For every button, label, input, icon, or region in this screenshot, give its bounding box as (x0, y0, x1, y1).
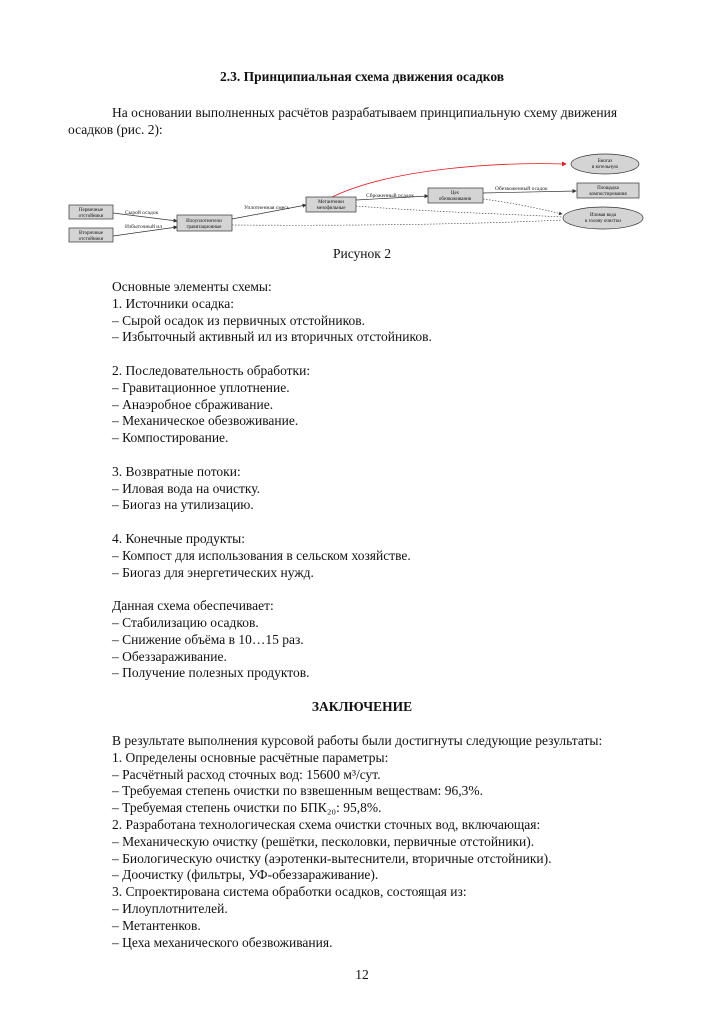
svg-text:гравитационные: гравитационные (186, 225, 222, 230)
elements-line: 4. Конечные продукты: (112, 530, 245, 546)
edge-dewatered (483, 185, 576, 193)
page-number: 12 (355, 967, 369, 982)
elements-line: – Сырой осадок из первичных отстойников. (112, 312, 365, 328)
elements-line: – Анаэробное сбраживание. (112, 396, 274, 412)
edge-label-raw-sludge: Сырой осадок (125, 210, 159, 216)
section-heading: 2.3. Принципиальная схема движения осадков (219, 69, 505, 84)
elements-line: 2. Последовательность обработки: (112, 362, 311, 378)
elements-line: – Обеззараживание. (112, 648, 227, 664)
elements-line: – Гравитационное уплотнение. (112, 379, 290, 395)
conclusion-line: 3. Спроектирована система обработки осадков, состоящая из: (112, 884, 467, 900)
elements-line: 3. Возвратные потоки: (112, 463, 241, 479)
svg-text:мезофильные: мезофильные (316, 206, 346, 211)
edge-raw-sludge (113, 209, 177, 221)
elements-line: – Механическое обезвоживание. (112, 413, 299, 429)
svg-text:в котельную: в котельную (591, 165, 619, 170)
edge-digested (356, 192, 428, 200)
conclusion-list (112, 733, 672, 951)
edge-label-thickened: Уплотненная смесь (244, 205, 290, 211)
conclusion-line: – Доочистку (фильтры, УФ-обеззараживание). (112, 867, 379, 883)
conclusion-heading: ЗАКЛЮЧЕНИЕ (311, 699, 413, 714)
blank-line (112, 447, 672, 464)
elements-line: – Избыточный активный ил из вторичных отстойников. (112, 329, 432, 345)
sludge-flow-diagram (0, 0, 724, 260)
svg-text:в голову очистки: в голову очистки (585, 219, 621, 224)
elements-line: – Иловая вода на очистку. (112, 480, 261, 496)
elements-line: – Биогаз для энергетических нужд. (112, 564, 314, 580)
svg-text:Первичные: Первичные (78, 208, 104, 213)
elements-line: – Снижение объёма в 10…15 раз. (112, 631, 304, 647)
node-compost-site (577, 183, 639, 198)
node-digesters (306, 197, 356, 212)
blank-line (112, 581, 672, 598)
svg-text:обезвоживания: обезвоживания (438, 197, 472, 202)
node-primary-clarifiers (69, 205, 113, 219)
edge-thickened (232, 205, 306, 219)
edge-label-excess-sludge: Избыточный ил (125, 224, 162, 230)
elements-line: 1. Источники осадка: (112, 295, 234, 311)
elements-line: Данная схема обеспечивает: (112, 598, 274, 614)
svg-text:Метантенки: Метантенки (318, 200, 344, 205)
elements-line: – Компост для использования в сельском хозяйстве. (112, 547, 411, 563)
node-secondary-clarifiers (69, 228, 113, 242)
figure-caption: Рисунок 2 (333, 246, 391, 261)
svg-text:Илоуплотнители: Илоуплотнители (186, 219, 222, 224)
edge-label-dewatered: Обезвоженный осадок (495, 186, 548, 192)
svg-text:компостирования: компостирования (589, 192, 627, 197)
edge-excess-sludge (113, 223, 177, 236)
svg-text:отстойники: отстойники (78, 214, 104, 219)
scheme-elements-list (112, 279, 672, 682)
svg-text:отстойники: отстойники (78, 237, 104, 242)
svg-text:Биогаз: Биогаз (597, 159, 613, 164)
intro-line-2: осадков (рис. 2): (68, 122, 163, 137)
conclusion-line: В результате выполнения курсовой работы были достигнуты следующие результаты: (112, 733, 603, 748)
conclusion-line: – Механическую очистку (решётки, песколовки, первичные отстойники). (112, 833, 535, 849)
conclusion-line: – Биологическую очистку (аэротенки-вытеснители, вторичные отстойники). (112, 850, 552, 866)
conclusion-line: 2. Разработана технологическая схема очистки сточных вод, включающая: (112, 816, 541, 832)
elements-line: – Компостирование. (112, 430, 229, 446)
conclusion-line: – Требуемая степень очистки по БПК₂₀: 95,8%. (112, 800, 382, 816)
node-dewatering-shop (428, 188, 483, 203)
elements-line: Основные элементы схемы: (112, 279, 272, 294)
node-thickeners (177, 215, 232, 231)
conclusion-line: – Цеха механического обезвоживания. (112, 934, 333, 950)
edge-label-digested: Сброженный осадок (366, 193, 415, 199)
elements-line: – Стабилизацию осадков. (112, 614, 259, 630)
edge-return-water (232, 199, 562, 225)
node-return-water (563, 207, 643, 229)
blank-line (112, 514, 672, 531)
elements-line: – Получение полезных продуктов. (112, 665, 310, 681)
intro-line-1: На основании выполненных расчётов разрабатываем принципиальную схему движения (112, 105, 618, 120)
svg-text:Площадка: Площадка (597, 186, 619, 191)
conclusion-line: – Расчётный расход сточных вод: 15600 м³/сут. (112, 766, 381, 782)
conclusion-line: 1. Определены основные расчётные параметры: (112, 749, 389, 765)
svg-text:Вторичные: Вторичные (79, 231, 103, 236)
blank-line (112, 346, 672, 363)
node-biogas (571, 154, 639, 174)
elements-line: – Биогаз на утилизацию. (112, 497, 254, 513)
conclusion-line: – Требуемая степень очистки по взвешенным веществам: 96,3%. (112, 783, 484, 799)
svg-text:Иловая вода: Иловая вода (589, 213, 617, 218)
conclusion-line: – Метантенков. (112, 917, 201, 933)
svg-text:Цех: Цех (450, 191, 460, 196)
conclusion-line: – Илоуплотнителей. (112, 900, 228, 916)
